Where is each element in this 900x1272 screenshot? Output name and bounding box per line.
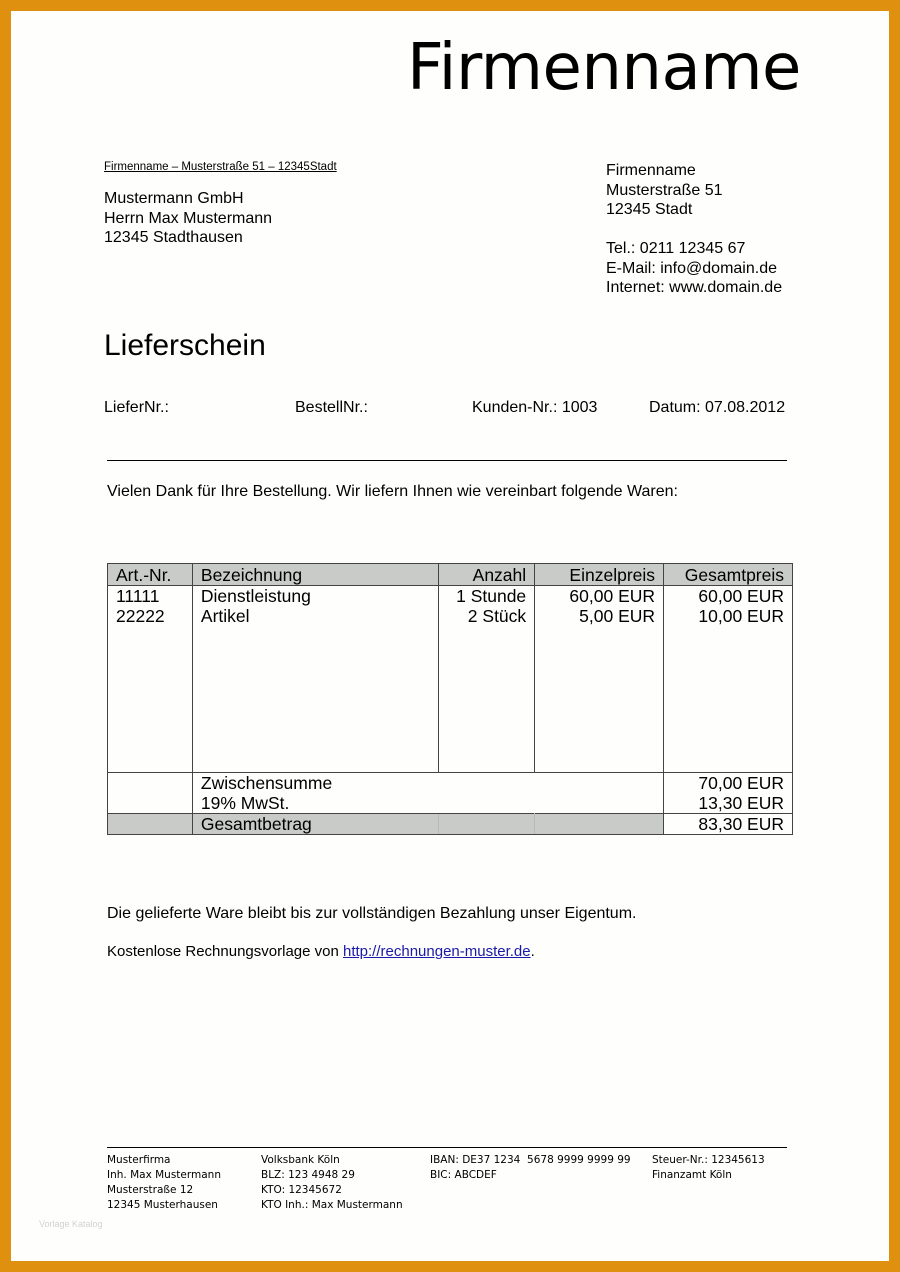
grand-total-row [108,814,793,835]
company-street: Musterstraße 51 [606,181,723,199]
footer-line: IBAN: DE37 1234 5678 9999 9999 99 [430,1154,631,1166]
document-page [11,11,889,1261]
template-note-text: Kostenlose Rechnungsvorlage von [107,943,343,960]
recipient-line: 12345 Stadthausen [104,229,243,246]
table-row [108,586,793,607]
table-header-row [108,564,793,586]
line-total: 10,00 EUR [664,606,793,626]
table-row [108,606,793,626]
recipient-address [104,189,272,248]
column-header: Art.-Nr. [108,564,193,586]
template-note-end: . [530,943,535,960]
subtotal-label: Zwischensumme [192,773,663,794]
grand-total-value: 83,30 EUR [664,814,793,835]
footer-line: Musterfirma [107,1154,171,1166]
footer-separator [107,1147,787,1148]
recipient-line: Herrn Max Mustermann [104,209,273,227]
vat-value: 13,30 EUR [664,793,793,814]
footer-line: BLZ: 123 4948 29 [261,1169,355,1181]
intro-text: Vielen Dank für Ihre Bestellung. Wir liefern Ihnen wie vereinbart folgende Waren: [107,483,678,500]
item-description: Dienstleistung [192,586,438,607]
table-empty-space [108,626,793,773]
article-number: 22222 [108,606,193,626]
subtotal-value: 70,00 EUR [664,773,793,794]
company-tel: Tel.: 0211 12345 67 [606,240,746,257]
footer-line: Inh. Max Mustermann [107,1169,221,1181]
column-header: Gesamtpreis [664,564,793,586]
order-number-label: BestellNr.: [295,399,368,416]
column-header: Einzelpreis [535,564,664,586]
document-title: Lieferschein [104,329,266,362]
company-web: Internet: www.domain.de [606,279,783,296]
footer-line: BIC: ABCDEF [430,1169,497,1181]
item-quantity: 2 Stück [439,606,535,626]
template-link[interactable]: http://rechnungen-muster.de [343,943,531,960]
footer-line: KTO: 12345672 [261,1184,342,1196]
footer-line: Musterstraße 12 [107,1184,194,1196]
company-contact-block [606,161,782,298]
unit-price: 5,00 EUR [535,606,664,626]
vat-row [108,793,793,814]
retention-of-title-note: Die gelieferte Ware bleibt bis zur vollständigen Bezahlung unser Eigentum. [107,905,637,922]
footer-line: Finanzamt Köln [652,1169,732,1181]
footer-line: Volksbank Köln [261,1154,340,1166]
footer-line: KTO Inh.: Max Mustermann [261,1199,403,1211]
customer-number: Kunden-Nr.: 1003 [472,399,598,416]
footer-line: Steuer-Nr.: 12345613 [652,1154,765,1166]
company-name: Firmenname [606,162,696,179]
column-header: Anzahl [439,564,535,586]
subtotal-row [108,773,793,794]
recipient-line: Mustermann GmbH [104,190,244,207]
article-number: 11111 [108,586,193,607]
footer-company [107,1153,221,1213]
company-title: Firmenname [407,31,801,105]
footer-bank [261,1153,403,1213]
grand-total-label: Gesamtbetrag [192,814,438,835]
line-total: 60,00 EUR [664,586,793,607]
delivery-number-label: LieferNr.: [104,399,169,416]
vat-label: 19% MwSt. [192,793,663,814]
watermark: Vorlage Katalog [39,1219,103,1229]
footer-iban [430,1153,631,1183]
footer-tax [652,1153,765,1183]
document-date: Datum: 07.08.2012 [649,399,786,416]
company-city: 12345 Stadt [606,201,693,218]
items-table [107,563,793,835]
footer-line: 12345 Musterhausen [107,1199,218,1211]
separator-line [107,460,787,461]
company-email: E-Mail: info@domain.de [606,259,777,277]
template-note [107,943,535,960]
unit-price: 60,00 EUR [535,586,664,607]
item-description: Artikel [192,606,438,626]
column-header: Bezeichnung [192,564,438,586]
sender-return-address: Firmenname – Musterstraße 51 – 12345Stadt [104,161,337,173]
item-quantity: 1 Stunde [439,586,535,607]
